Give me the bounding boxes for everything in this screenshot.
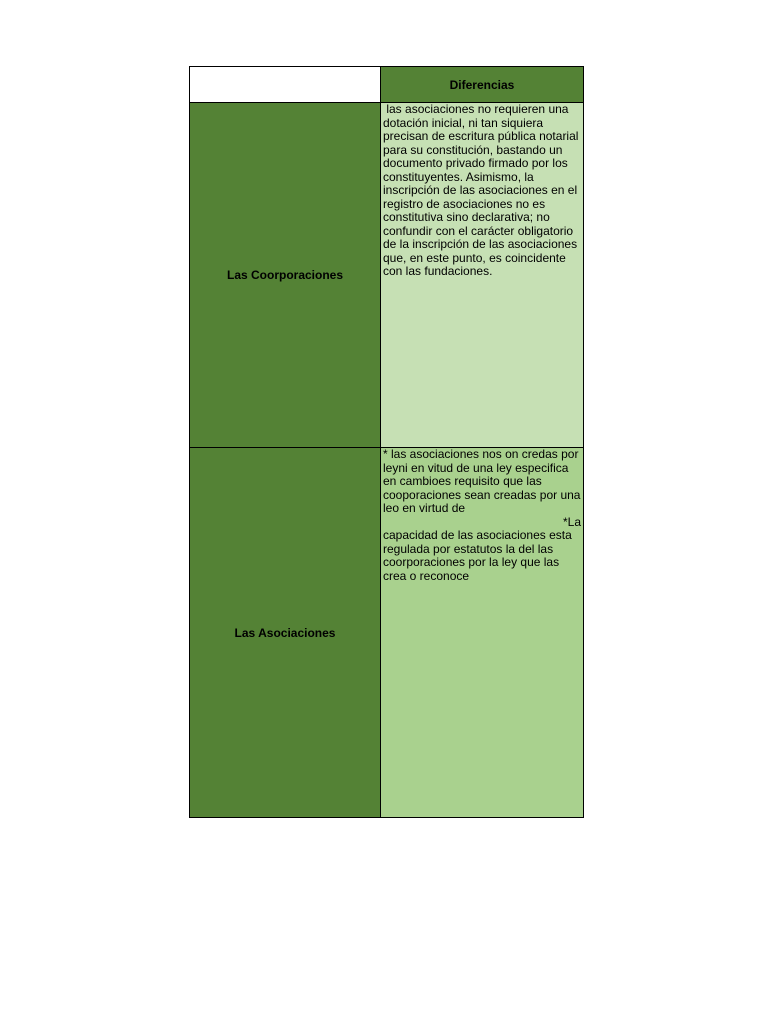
differences-cell-corporaciones: las asociaciones no requieren una dotación inicial, ni tan siquiera precisan de escritura pública notarial para su constitución, bastando un documento privado firmado por los constituyentes. Asimismo, la inscripción de las asociaciones en el registro de asociaciones no es constitutiva sino declarativa; no confundir con el carácter obligatorio de la inscripción de las asociaciones que, en este punto, es coincidente con las fundaciones. <box>381 103 583 448</box>
text-part-3: capacidad de las asociaciones esta regulada por estatutos la del las coorporaciones por la ley que las crea o reconoce <box>383 528 576 583</box>
row-label-text: Las Asociaciones <box>234 625 336 640</box>
row-label-text: Las Coorporaciones <box>226 268 344 282</box>
text-part-1: * las asociaciones nos on credas por leyni en vitud de una ley especifica en cambioes requisito que las cooporaciones sean creadas por una leo en virtud de <box>383 447 584 515</box>
row-label-asociaciones <box>190 448 381 817</box>
table-corner-cell <box>190 67 381 103</box>
differences-cell-asociaciones <box>381 448 583 817</box>
comparison-table <box>189 66 584 818</box>
row-label-corporaciones <box>190 103 381 448</box>
header-differences: Diferencias <box>381 67 583 103</box>
text-part-2: *La <box>562 514 581 529</box>
